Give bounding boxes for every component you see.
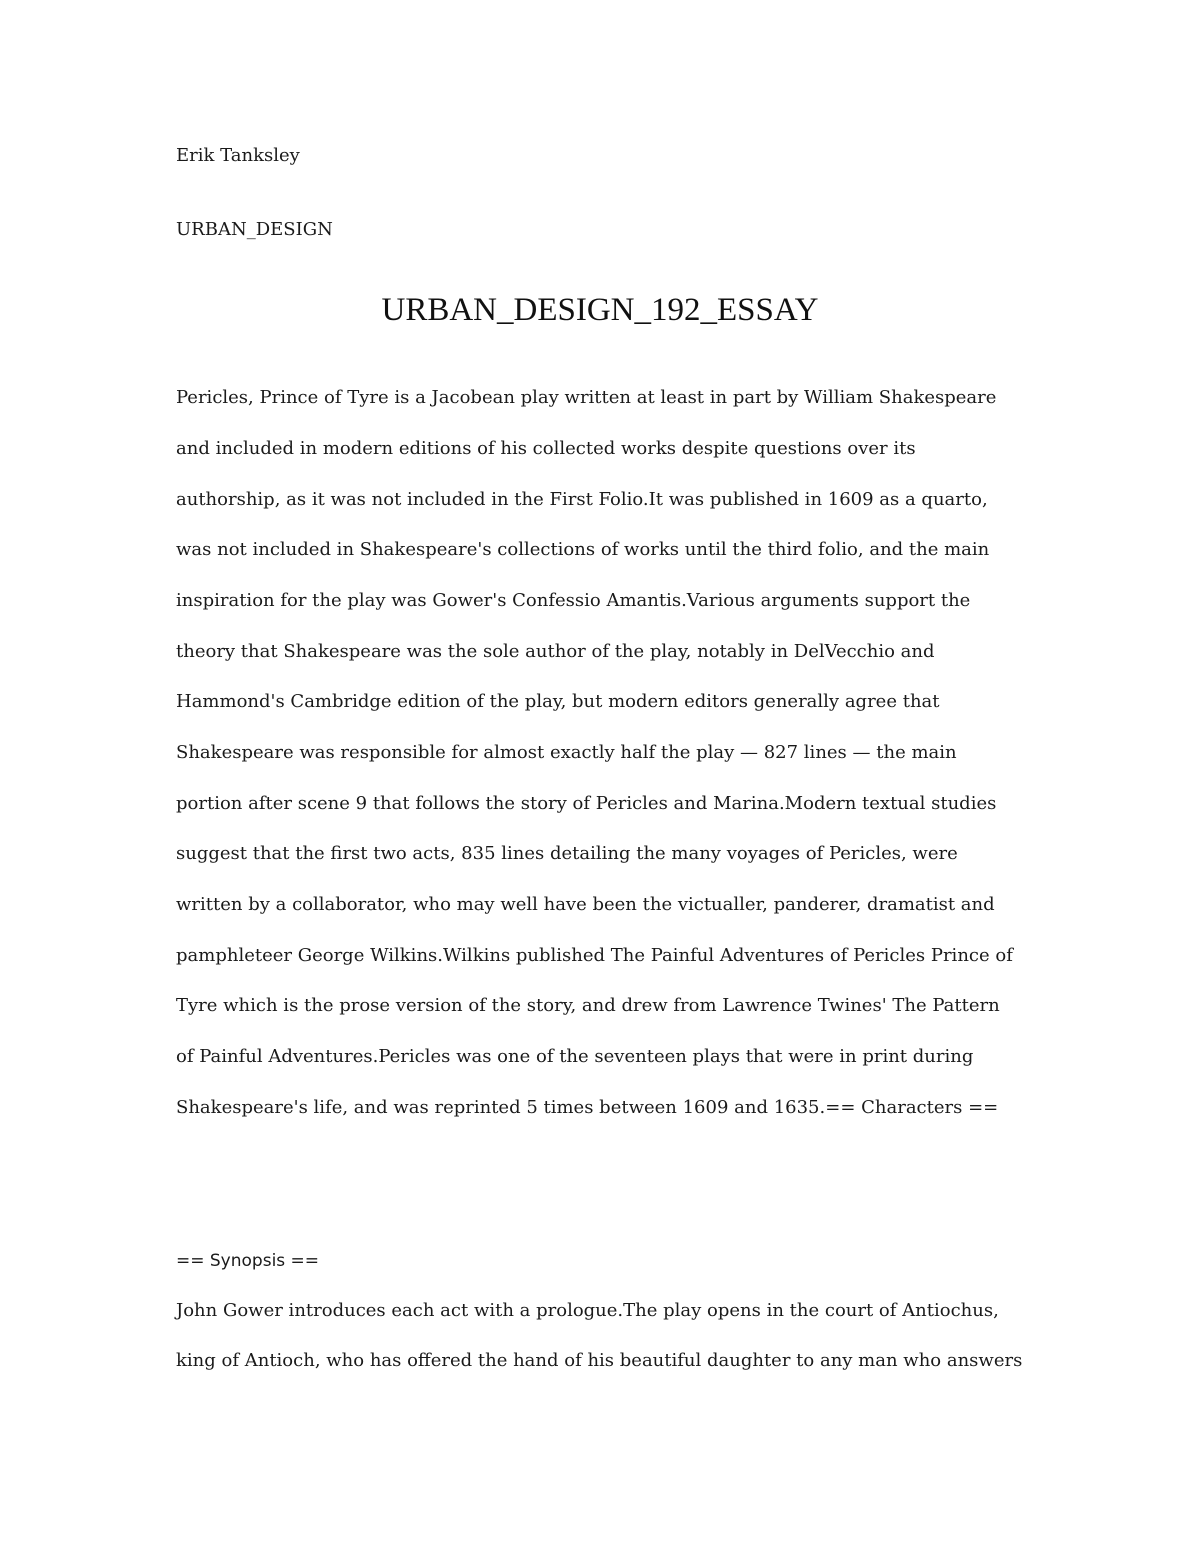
- paragraph-line: pamphleteer George Wilkins.Wilkins published The Painful Adventures of Pericles Prince of: [176, 945, 1013, 966]
- essay-title: URBAN_DESIGN_192_ESSAY: [381, 292, 819, 328]
- paragraph-line: and included in modern editions of his collected works despite questions over its: [176, 438, 916, 459]
- author-name: Erik Tanksley: [176, 145, 300, 166]
- synopsis-line: king of Antioch, who has offered the hand of his beautiful daughter to any man who answers: [176, 1350, 1023, 1371]
- course-name: URBAN_DESIGN: [176, 219, 333, 240]
- paragraph-line: Pericles, Prince of Tyre is a Jacobean play written at least in part by William Shakespeare: [176, 387, 997, 408]
- paragraph-line: theory that Shakespeare was the sole author of the play, notably in DelVecchio and: [176, 641, 935, 662]
- paragraph-line: authorship, as it was not included in the First Folio.It was published in 1609 as a quarto,: [176, 489, 988, 510]
- paragraph-line: Shakespeare was responsible for almost exactly half the play — 827 lines — the main: [176, 742, 957, 763]
- paragraph-line: portion after scene 9 that follows the story of Pericles and Marina.Modern textual studies: [176, 793, 997, 814]
- paragraph-line: Hammond's Cambridge edition of the play, but modern editors generally agree that: [176, 691, 940, 712]
- synopsis-line: John Gower introduces each act with a prologue.The play opens in the court of Antiochus,: [176, 1300, 999, 1321]
- paragraph-line: suggest that the first two acts, 835 lines detailing the many voyages of Pericles, were: [176, 843, 958, 864]
- synopsis-heading: == Synopsis ==: [176, 1251, 320, 1271]
- paragraph-line: Shakespeare's life, and was reprinted 5 times between 1609 and 1635.== Characters ==: [176, 1097, 999, 1118]
- paragraph-line: inspiration for the play was Gower's Confessio Amantis.Various arguments support the: [176, 590, 971, 611]
- paragraph-line: of Painful Adventures.Pericles was one of the seventeen plays that were in print during: [176, 1046, 974, 1067]
- paragraph-line: was not included in Shakespeare's collections of works until the third folio, and the main: [176, 539, 990, 560]
- paragraph-line: Tyre which is the prose version of the story, and drew from Lawrence Twines' The Pattern: [176, 995, 1000, 1016]
- paragraph-line: written by a collaborator, who may well have been the victualler, panderer, dramatist and: [176, 894, 995, 915]
